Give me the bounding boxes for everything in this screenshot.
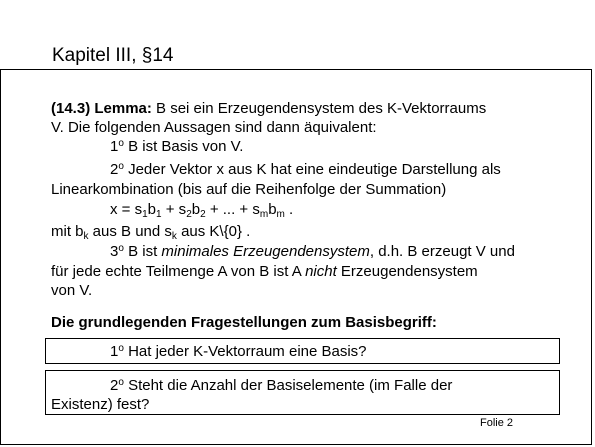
condition-1-text: B ist Basis von V. xyxy=(123,138,244,155)
page-title: Kapitel III, §14 xyxy=(52,45,174,66)
lemma-line-2: V. Die folgenden Aussagen sind dann äquivalent: xyxy=(51,119,377,136)
formula-subscript: m xyxy=(259,209,269,220)
line-9-part: für jede echte Teilmenge A von B ist A xyxy=(51,263,306,280)
question-1-text xyxy=(110,342,367,361)
question-1-number: 1 xyxy=(110,343,119,360)
condition-1-number: 1 xyxy=(110,138,119,155)
condition-2-ordinal: o xyxy=(118,161,124,172)
question-box-1 xyxy=(45,338,560,364)
formula-part: + s xyxy=(161,201,187,218)
line-9-emphasis: nicht xyxy=(305,263,337,280)
condition-2-text: Jeder Vektor x aus K hat eine eindeutige Darstellung als xyxy=(123,161,501,178)
question-1-label: Hat jeder K-Vektorraum eine Basis? xyxy=(123,343,367,360)
question-box-2 xyxy=(45,370,560,415)
question-2-label: Steht die Anzahl der Basiselemente (im Falle der xyxy=(123,377,453,394)
formula-subscript: m xyxy=(276,209,285,220)
linear-combination-formula xyxy=(110,200,293,219)
condition-2-number: 2 xyxy=(110,161,119,178)
condition-3-text: B ist xyxy=(123,243,162,260)
question-1-ordinal: o xyxy=(118,343,124,354)
condition-3-text: , d.h. B erzeugt V und xyxy=(369,243,515,260)
condition-1 xyxy=(110,137,243,156)
formula-part: b xyxy=(268,201,277,218)
formula-part: + ... + s xyxy=(205,201,260,218)
line-7-subscript: k xyxy=(83,231,89,242)
formula-part: b xyxy=(191,201,201,218)
question-2-number: 2 xyxy=(110,377,119,394)
formula-part: . xyxy=(284,201,294,218)
slide-number: Folie 2 xyxy=(480,417,514,429)
line-7-part: aus B und s xyxy=(88,223,172,240)
line-9-part: Erzeugendensystem xyxy=(336,263,478,280)
formula-subscript: 2 xyxy=(200,209,206,220)
formula-subscript: 1 xyxy=(156,209,162,220)
question-2-continuation: Existenz) fest? xyxy=(51,396,150,413)
line-7-subscript: k xyxy=(171,231,177,242)
formula-part: x = s xyxy=(110,201,143,218)
question-2-ordinal: o xyxy=(118,377,124,388)
condition-1-ordinal: o xyxy=(118,138,124,149)
line-7-part: aus K\{0} . xyxy=(176,223,251,240)
lemma-line-1 xyxy=(51,99,486,118)
question-2-text xyxy=(110,376,452,395)
section-heading: Die grundlegenden Fragestellungen zum Basisbegriff: xyxy=(51,314,437,331)
lemma-label: (14.3) Lemma: xyxy=(51,100,152,117)
formula-subscript: 2 xyxy=(186,209,192,220)
condition-3 xyxy=(110,242,515,261)
lemma-line-7 xyxy=(51,222,250,241)
lemma-line-5: Linearkombination (bis auf die Reihenfolge der Summation) xyxy=(51,181,447,198)
formula-subscript: 1 xyxy=(142,209,148,220)
condition-2 xyxy=(110,160,501,179)
lemma-line-9 xyxy=(51,262,478,281)
condition-3-emphasis: minimales Erzeugendensystem xyxy=(161,243,370,260)
formula-part: b xyxy=(147,201,157,218)
condition-3-number: 3 xyxy=(110,243,119,260)
lemma-line-1-text: B sei ein Erzeugendensystem des K-Vektorraums xyxy=(151,100,487,117)
condition-3-ordinal: o xyxy=(118,243,124,254)
lemma-line-10: von V. xyxy=(51,282,93,299)
line-7-part: mit b xyxy=(51,223,84,240)
